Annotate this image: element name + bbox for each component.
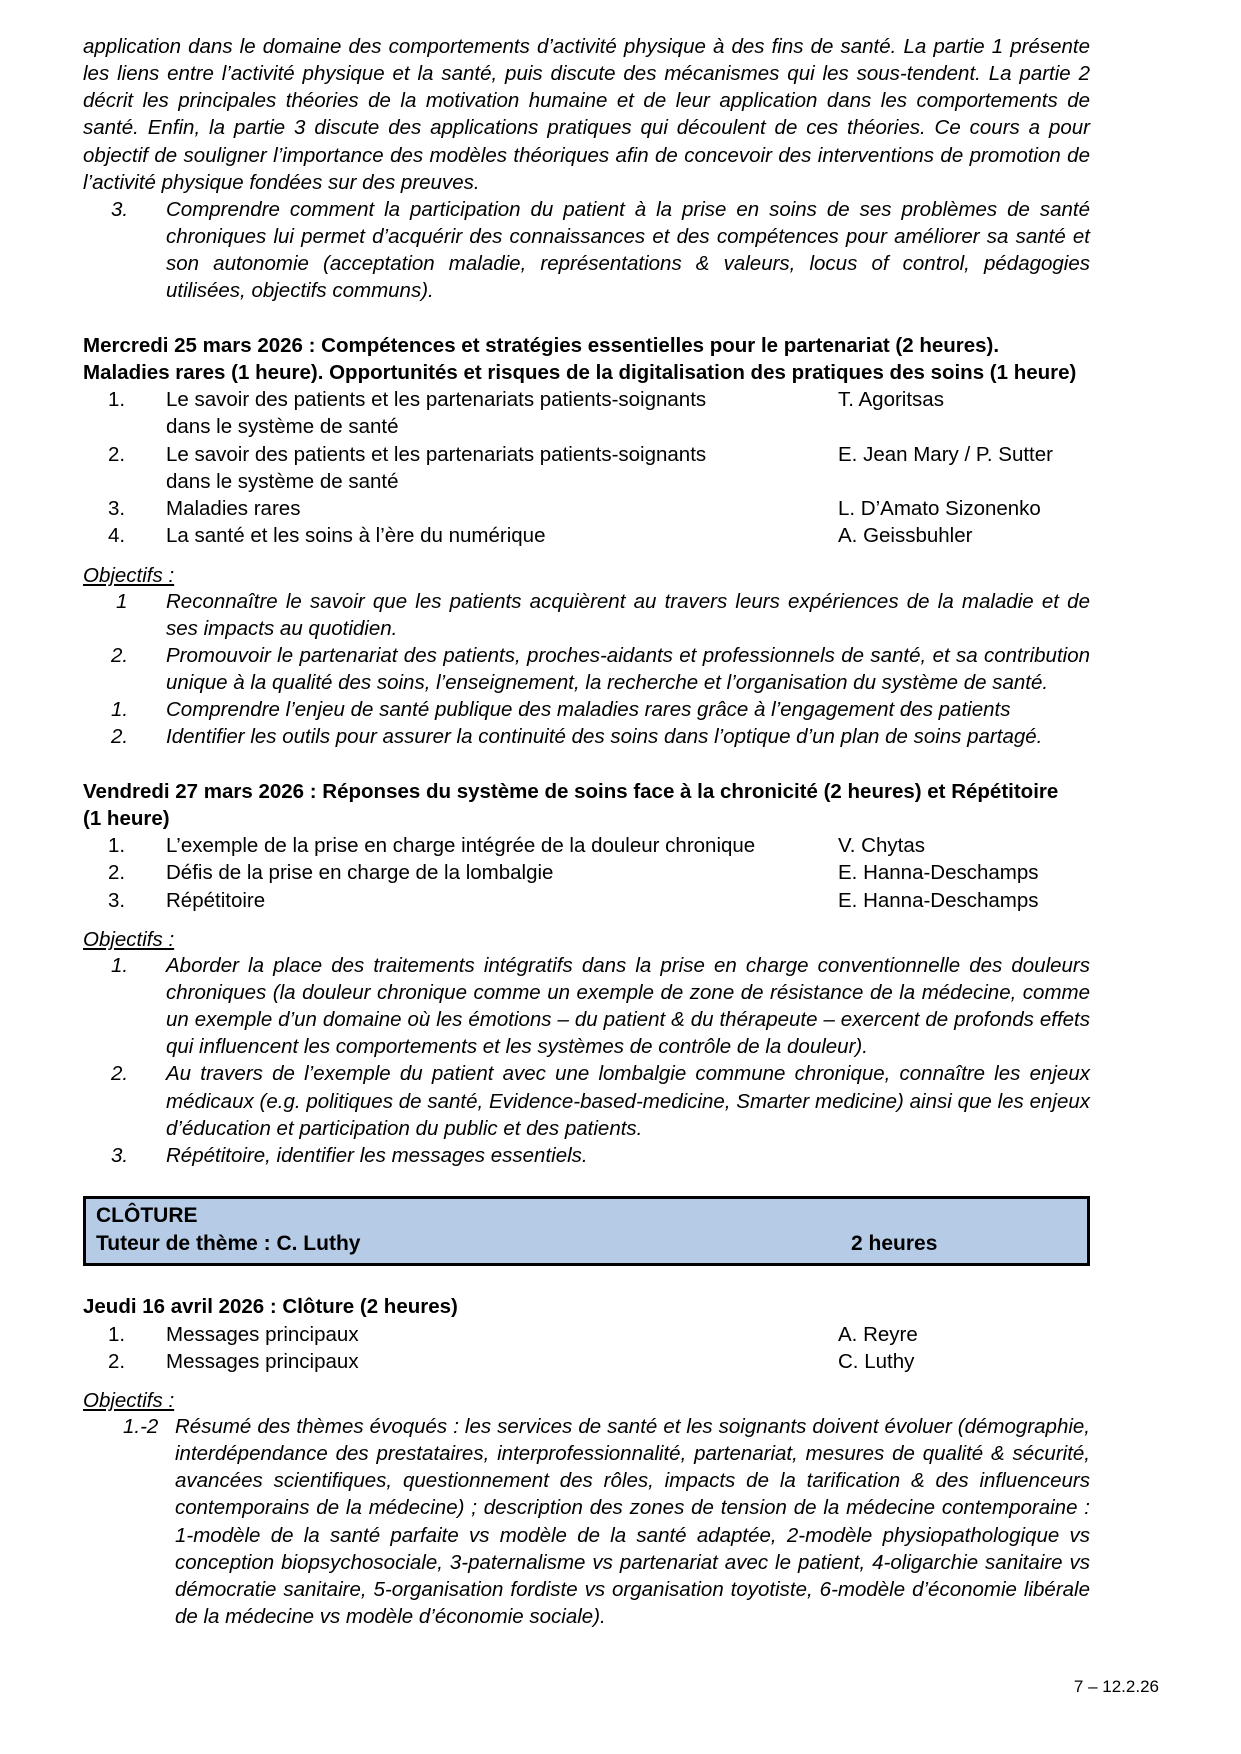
lecture-speaker: E. Hanna-Deschamps [838,861,1039,885]
objective-item [83,952,1090,1061]
lecture-speaker: A. Reyre [838,1322,918,1346]
objective-number: 1.-2 [123,1415,159,1438]
objective-text: Identifier les outils pour assurer la continuité des soins dans l’optique d’un plan de soins partagé. [166,725,1043,749]
objective-number: 2. [111,725,129,749]
spacer [83,1375,1090,1389]
lecture-speaker: C. Luthy [838,1349,915,1373]
lecture-speaker: T. Agoritsas [838,388,944,412]
banner-tutor-label: Tuteur de thème : C. Luthy [96,1232,361,1256]
lecture-row [83,832,1090,859]
objective-item [83,1060,1090,1141]
objective-text: Résumé des thèmes évoqués : les services de santé et les soignants doivent évoluer (démographie, interdépendance des prestataires, interprofessionnalité, partenariat, mesures de qualité & sécurité, avancées scientifiques, questionnement des rôles, impacts de la tarification & des influenceurs contemporains de la médecine) ; description des zones de tension de la médecine contemporaine : 1-modèle de la santé parfaite vs modèle de la santé adaptée, 2-modèle physiopathologique vs conception biopsychosociale, 3-paternalisme vs partenariat avec le patient, 4-oligarchie sanitaire vs démocratie sanitaire, 5-organisation fordiste vs organisation toyotiste, 6-modèle d’économie libérale de la médecine vs modèle d’économie sociale). [175,1415,1090,1629]
session-heading: Jeudi 16 avril 2026 : Clôture (2 heures) [83,1295,458,1319]
spacer [83,751,1090,778]
objective-number: 3. [111,197,129,221]
banner-tutor-row [96,1230,1077,1258]
lecture-number: 1. [108,388,126,412]
lecture-row [83,1321,1090,1348]
objective-number: 3. [111,1143,129,1167]
objective-number: 2. [111,643,129,667]
spacer [83,1169,1090,1196]
lecture-number: 2. [108,1349,126,1373]
lecture-number: 2. [108,442,126,466]
objective-number: 1. [111,698,129,722]
session-heading-line-2: Maladies rares (1 heure). Opportunités et risques de la digitalisation des pratiques des soins (1 heure) [83,360,1077,384]
lecture-row [83,495,1090,522]
page-footer: 7 – 12.2.26 [1073,1677,1159,1696]
lecture-title: Messages principaux [166,1322,359,1346]
objective-text: Reconnaître le savoir que les patients acquièrent au travers leurs expériences de la maladie et de ses impacts au quotidien. [166,589,1090,640]
intro-continuation-paragraph: application dans le domaine des comportements d’activité physique à des fins de santé. La partie 1 présente les liens entre l’activité physique et la santé, puis discute des mécanismes qui les sous-tendent. La partie 2 décrit les principales théories de la motivation humaine et de leur application dans les comportements de santé. Enfin, la partie 3 discute des applications pratiques qui découlent de ces théories. Ce cours a pour objectif de souligner l’importance des modèles théoriques afin de concevoir des interventions de promotion de l’activité physique fondées sur des preuves. [83,35,1090,194]
objective-item [83,642,1090,696]
lecture-speaker: E. Hanna-Deschamps [838,888,1039,912]
lecture-number: 1. [108,1322,126,1346]
lecture-row [83,859,1090,886]
objectifs-label: Objectifs : [83,1389,175,1412]
spacer [83,550,1090,564]
objective-text: Au travers de l’exemple du patient avec une lombalgie commune chronique, connaître les enjeux médicaux (e.g. politiques de santé, Evidence-based-medicine, Smarter medicine) ainsi que les enjeux d’éducation et participation du public et des patients. [166,1062,1090,1140]
session-heading-line-1: Mercredi 25 mars 2026 : Compétences et stratégies essentielles pour le partenariat (2 heures). [83,333,1000,357]
objectives-list [83,588,1090,751]
lecture-title: Maladies rares [166,497,301,521]
objective-number: 2. [111,1062,129,1086]
objective-text: Comprendre comment la participation du patient à la prise en soins de ses problèmes de santé chroniques lui permet d’acquérir des connaissances et des compétences pour améliorer sa santé et son autonomie (acceptation maladie, représentations & valeurs, locus of control, pédagogies utilisées, objectifs communs). [166,197,1090,303]
objective-number: 1. [111,953,129,977]
lecture-number: 2. [108,861,126,885]
cloture-banner [83,1196,1090,1266]
lecture-title-line-2: dans le système de santé [166,469,399,493]
objective-text: Comprendre l’enjeu de santé publique des maladies rares grâce à l’engagement des patients [166,698,1011,722]
objectifs-label: Objectifs : [83,927,175,951]
objective-text: Promouvoir le partenariat des patients, proches-aidants et professionnels de santé, et sa contribution unique à la qualité des soins, l’enseignement, la recherche et l’organisation du système de santé. [166,643,1090,695]
banner-title: CLÔTURE [96,1204,198,1227]
session-jeudi-16-avril [83,1293,1090,1630]
session-heading-line-1: Vendredi 27 mars 2026 : Réponses du système de soins face à la chronicité (2 heures) et Répétitoire [83,779,1059,803]
objectives-list [83,952,1090,1169]
lecture-number: 3. [108,888,126,912]
objectifs-label: Objectifs : [83,563,175,587]
objective-number: 1 [116,589,128,613]
lecture-list [83,1321,1090,1376]
lecture-speaker: A. Geissbuhler [838,524,973,548]
objective-item [83,1413,1090,1630]
lecture-number: 4. [108,524,126,548]
lecture-list [83,386,1090,550]
spacer [83,914,1090,928]
lecture-title-line-2: dans le système de santé [166,415,399,439]
spacer [83,305,1090,332]
lecture-row [83,386,1090,441]
objective-text: Répétitoire, identifier les messages essentiels. [166,1143,588,1167]
lecture-title: Répétitoire [166,888,266,912]
lecture-speaker: V. Chytas [838,834,925,857]
lecture-row [83,522,1090,549]
lecture-number: 1. [108,834,126,857]
objective-item [83,696,1090,723]
objective-item [83,196,1090,305]
objective-item [83,588,1090,642]
lecture-title: Le savoir des patients et les partenariats patients-soignants [166,388,707,412]
intro-objectives-list [83,196,1090,305]
lecture-speaker: E. Jean Mary / P. Sutter [838,442,1053,466]
lecture-title: La santé et les soins à l’ère du numérique [166,524,546,548]
session-heading-line-2: (1 heure) [83,806,170,830]
lecture-title: Messages principaux [166,1349,359,1373]
lecture-title: Le savoir des patients et les partenariats patients-soignants [166,442,707,466]
lecture-title: L’exemple de la prise en charge intégrée de la douleur chronique [166,834,756,857]
spacer [83,1266,1090,1293]
lecture-row [83,1348,1090,1375]
lecture-list [83,832,1090,914]
lecture-title: Défis de la prise en charge de la lombalgie [166,861,554,885]
page-content [83,33,1090,1630]
objective-item [83,1142,1090,1169]
session-vendredi-27-mars [83,778,1090,1170]
lecture-speaker: L. D’Amato Sizonenko [838,497,1041,521]
session-mercredi-25-mars [83,332,1090,751]
lecture-number: 3. [108,497,126,521]
objective-item [83,723,1090,750]
lecture-row [83,441,1090,496]
objectives-list [83,1413,1090,1630]
lecture-row [83,887,1090,914]
banner-hours: 2 heures [851,1232,938,1256]
objective-text: Aborder la place des traitements intégratifs dans la prise en charge conventionnelle des douleurs chroniques (la douleur chronique comme un exemple de zone de résistance de la médecine, comme un exemple d’un domaine où les émotions – du patient & du thérapeute – exercent de profonds effets qui influencent les comportements et les systèmes de contrôle de la douleur). [166,953,1090,1059]
